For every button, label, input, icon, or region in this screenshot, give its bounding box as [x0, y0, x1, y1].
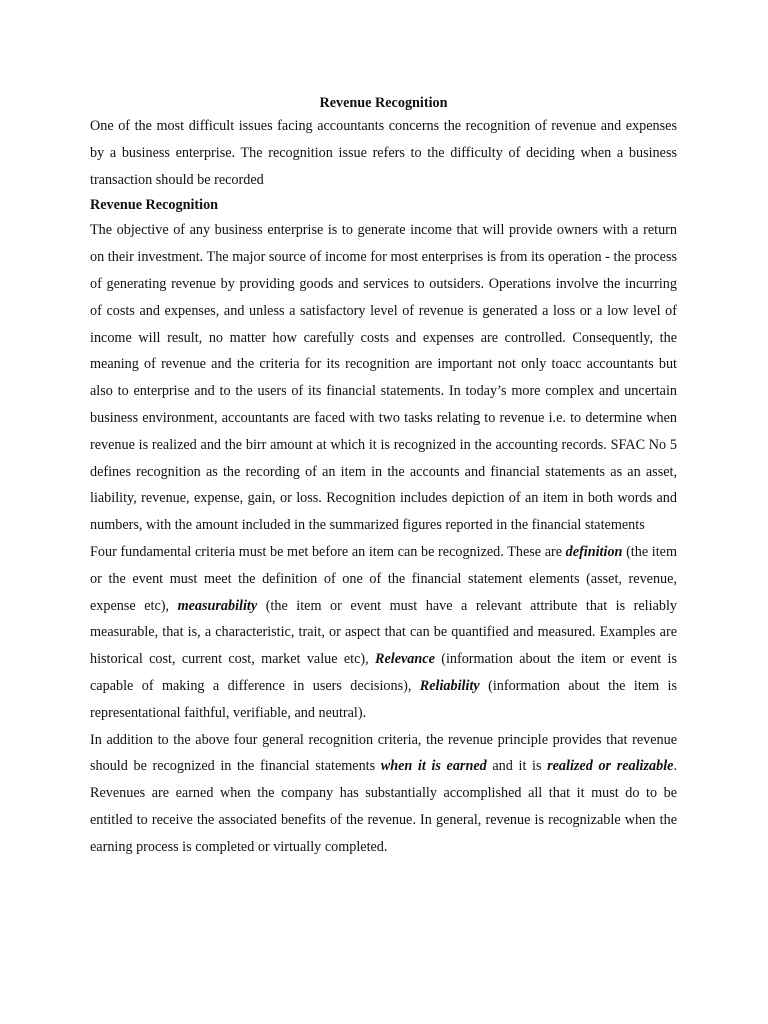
term-reliability: Reliability — [419, 677, 480, 694]
principle-text-3: . Revenues are earned when the company has substantially accomplished all that it must do to be entitled to receive the associated benefits of the revenue. In general, revenue is recognizable when the earning process is completed or virtually completed. — [90, 758, 677, 855]
section-heading: Revenue Recognition — [90, 197, 219, 214]
principle-text-2: and it is — [486, 758, 548, 775]
criteria-paragraph — [90, 539, 677, 727]
criteria-text-3: (the item or event must have a relevant attribute that is reliably measurable, that is, a characteristic, trait, or aspect that can be quantified and measured. Examples are historical cost, current cost, market value etc), — [90, 597, 677, 668]
term-realized-realizable: realized or realizable — [547, 758, 674, 775]
principle-paragraph — [90, 727, 677, 861]
document-title: Revenue Recognition — [319, 95, 448, 111]
criteria-text-4: (information about the item or event is capable of making a difference in users decisions), — [90, 651, 677, 694]
criteria-text-5: (information about the item is representational faithful, verifiable, and neutral). — [90, 677, 677, 721]
criteria-text-2: (the item or the event must meet the definition of one of the financial statement elements (asset, revenue, expense etc), — [90, 543, 677, 614]
term-measurability: measurability — [177, 597, 258, 614]
intro-paragraph: One of the most difficult issues facing accountants concerns the recognition of revenue and expenses by a business enterprise. The recognition issue refers to the difficulty of deciding when a business transaction should be recorded — [90, 118, 677, 188]
document-body — [90, 93, 677, 861]
term-when-earned: when it is earned — [380, 758, 487, 775]
term-relevance: Relevance — [375, 651, 435, 668]
principle-text-1: In addition to the above four general recognition criteria, the revenue principle provides that revenue should be recognized in the financial statements — [90, 731, 677, 775]
term-definition: definition — [565, 543, 623, 560]
objective-paragraph: The objective of any business enterprise is to generate income that will provide owners with a return on their investment. The major source of income for most enterprises is from its operation - the process of generating revenue by providing goods and services to outsiders. Operations involve the incurring of costs and expenses, and unless a satisfactory level of revenue is generated a loss or a low level of income will result, no matter how carefully costs and expenses are controlled. Consequently, the meaning of revenue and the criteria for its recognition are important not only toacc accountants but also to enterprise and to the users of its financial statements. In today’s more complex and uncertain business environment, accountants are faced with two tasks relating to revenue i.e. to determine when revenue is realized and the birr amount at which it is recognized in the accounting records. SFAC No 5 defines recognition as the recording of an item in the accounts and financial statements as an asset, liability, revenue, expense, gain, or loss. Recognition includes depiction of an item in both words and numbers, with the amount included in the summarized figures reported in the financial statements — [90, 222, 677, 534]
criteria-text-1: Four fundamental criteria must be met before an item can be recognized. These are — [90, 543, 566, 560]
